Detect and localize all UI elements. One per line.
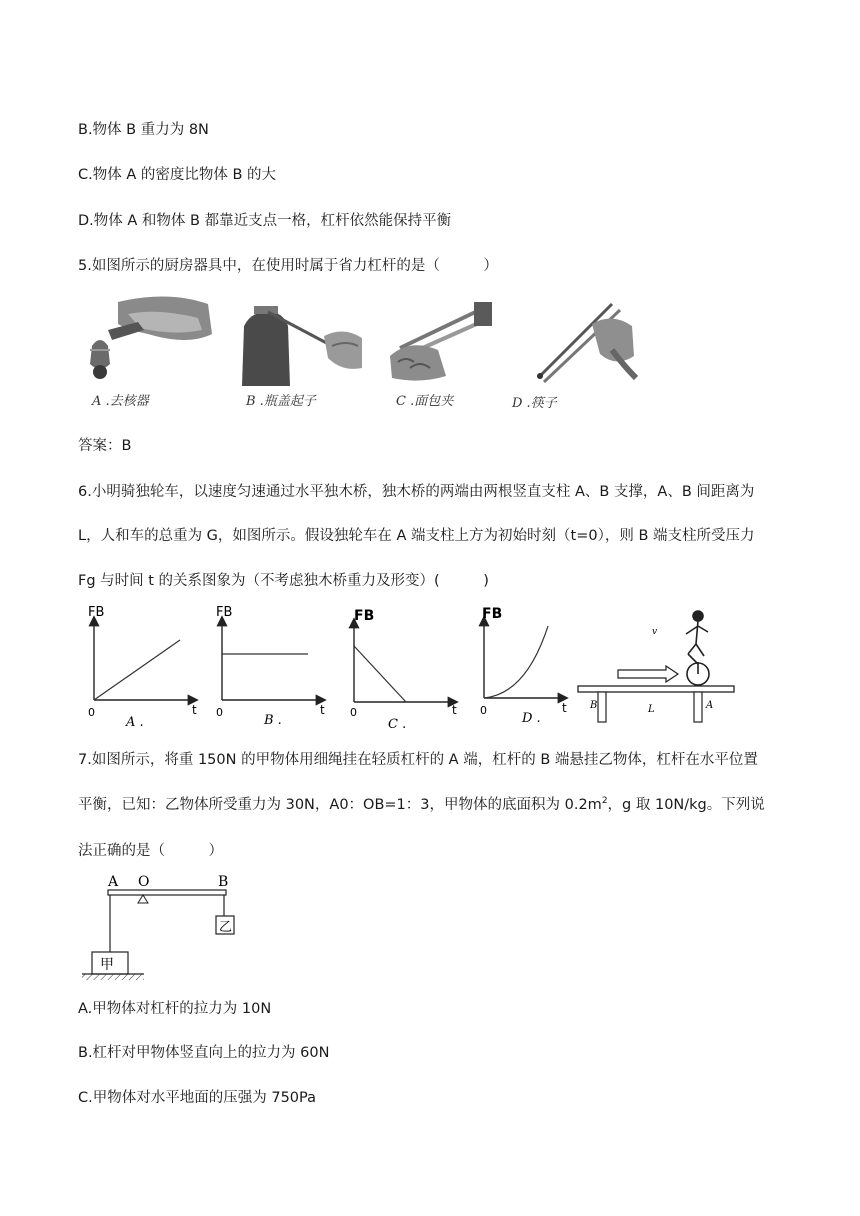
q6-line-1: 6.小明骑独轮车，以速度匀速通过水平独木桥，独木桥的两端由两根竖直支柱 A、B 支撑，A、B 间距离为 <box>78 484 755 500</box>
q7-line-3: 法正确的是（ ） <box>78 843 223 859</box>
q7-lever-figure <box>78 868 258 984</box>
q6-graph-c <box>350 608 457 732</box>
q7-line-1: 7.如图所示，将重 150N 的甲物体用细绳挂在轻质杠杆的 A 端，杠杆的 B 端悬挂乙物体，杠杆在水平位置 <box>78 752 758 768</box>
q6-graph-d-ylabel: FB <box>482 606 503 622</box>
q5-figure <box>78 294 638 416</box>
q5-stem: 5.如图所示的厨房器具中，在使用时属于省力杠杆的是（ ） <box>78 258 498 274</box>
q6-graph-c-origin: 0 <box>350 706 357 719</box>
q4-option-c: C.物体 A 的密度比物体 B 的大 <box>78 167 277 183</box>
q6-graph-b-origin: 0 <box>216 706 223 719</box>
q6-graph-a-ylabel: FB <box>88 605 105 620</box>
q6-graph-d-label: D . <box>522 711 541 726</box>
q6-figure <box>78 604 748 736</box>
bridge-plank <box>578 686 734 692</box>
object-jia-label: 甲 <box>100 957 114 973</box>
q6-line-2: L，人和车的总重为 G，如图所示。假设独轮车在 A 端支柱上方为初始时刻（t=0），则 B 端支柱所受压力 <box>78 528 755 544</box>
q6-graph-d-origin: 0 <box>480 704 487 717</box>
q5-caption-b: B .瓶盖起子 <box>246 394 316 409</box>
q6-graph-c-xlabel: t <box>452 703 457 717</box>
q6-graph-a-origin: 0 <box>88 706 95 719</box>
q4-option-b: B.物体 B 重力为 8N <box>78 122 209 138</box>
q6-graph-d <box>480 606 567 726</box>
pitter-image <box>78 294 214 386</box>
lever-bar <box>108 890 226 895</box>
q6-line-3: Fg 与时间 t 的关系图象为（不考虑独木桥重力及形变）( ) <box>78 573 489 589</box>
q7-option-b: B.杠杆对甲物体竖直向上的拉力为 60N <box>78 1045 330 1061</box>
q6-graph-a <box>88 605 197 730</box>
lever-label-a: A <box>108 874 119 890</box>
ground-hatch <box>82 974 144 980</box>
q5-caption-d: D .筷子 <box>512 396 557 411</box>
object-yi-label: 乙 <box>219 920 233 935</box>
scene-label-a: A <box>706 700 714 711</box>
q6-graph-d-xlabel: t <box>562 701 567 715</box>
lever-label-o: O <box>138 874 150 890</box>
q7-line-2-tail: ，g 取 10N/kg。下列说 <box>607 797 765 813</box>
chopsticks-image <box>516 296 638 386</box>
q6-graph-b-label: B . <box>264 713 282 728</box>
q6-graph-c-ylabel: FB <box>354 608 375 624</box>
q6-bridge-scene <box>578 611 734 722</box>
bread-tongs-image <box>390 298 494 384</box>
q6-graph-b-ylabel: FB <box>216 605 233 620</box>
q5-caption-c: C .面包夹 <box>396 394 454 409</box>
q7-line-2-text: 平衡，已知：乙物体所受重力为 30N，A0：OB=1：3，甲物体的底面积为 0.2m <box>78 797 602 813</box>
direction-arrow <box>618 666 678 682</box>
q6-graph-b-xlabel: t <box>320 703 325 717</box>
bottle-opener-image <box>240 296 364 386</box>
q7-option-c: C.甲物体对水平地面的压强为 750Pa <box>78 1090 316 1106</box>
q7-option-a: A.甲物体对杠杆的拉力为 10N <box>78 1001 272 1017</box>
velocity-label: v <box>652 627 658 637</box>
q7-line-2 <box>78 793 765 814</box>
pillar-b <box>598 692 606 722</box>
q5-caption-a: A .去核器 <box>92 394 149 409</box>
q6-graph-b <box>216 605 325 728</box>
scene-label-b: B <box>590 700 598 711</box>
pillar-a <box>694 692 702 722</box>
q4-option-d: D.物体 A 和物体 B 都靠近支点一格，杠杆依然能保持平衡 <box>78 213 452 229</box>
fulcrum <box>138 895 148 903</box>
scene-label-l: L <box>648 704 655 715</box>
q7-superscript: 2 <box>601 796 608 807</box>
q6-graph-a-xlabel: t <box>192 703 197 717</box>
q5-answer: 答案：B <box>78 438 132 454</box>
q6-graph-a-label: A . <box>126 715 144 730</box>
q6-graph-c-label: C . <box>388 717 407 732</box>
lever-label-b: B <box>218 874 229 890</box>
